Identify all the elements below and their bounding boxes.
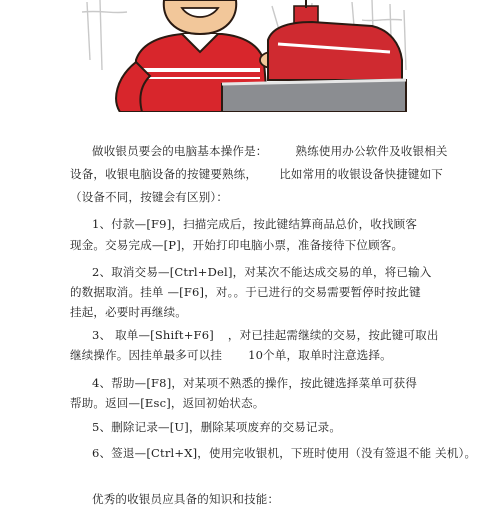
item-1-line-1: 1、付款—[F9]，扫描完成后，按此键结算商品总价，收找顾客	[92, 217, 418, 231]
item-2-line-2: 的数据取消。挂单 —[F6]，对。。于已进行的交易需要暂停时按此键	[70, 285, 421, 299]
item-4-line-2: 帮助。返回—[Esc]，返回初始状态。	[70, 396, 265, 410]
paragraph-intro-line-1: 做收银员要会的电脑基本操作是： 熟练使用办公软件及收银相关	[92, 144, 448, 158]
item-2-line-3: 挂起，必要时再继续。	[70, 305, 187, 319]
item-3-line-1: 3、 取单—[Shift+F6] ，对已挂起需继续的交易，按此键可取出	[92, 328, 439, 342]
item-6-line: 6、签退—[Ctrl+X]，使用完收银机，下班时使用（没有签退不能 关机）。	[92, 446, 477, 460]
item-1-line-2: 现金。交易完成—[P]，开始打印电脑小票，准备接待下位顾客。	[70, 238, 404, 252]
paragraph-intro-line-2: 设备，收银电脑设备的按键要熟练， 比如常用的收银设备快捷键如下	[70, 167, 444, 181]
paragraph-intro-line-3: （设备不同，按键会有区别）：	[70, 190, 229, 204]
item-2-line-1: 2、取消交易—[Ctrl+Del]，对某次不能达成交易的单，将已输入	[92, 265, 432, 279]
cashier-illustration	[72, 0, 416, 112]
section-heading-skills: 优秀的收银员应具备的知识和技能：	[92, 492, 280, 506]
item-3-line-2: 继续操作。因挂单最多可以挂 10个单，取单时注意选择。	[70, 348, 392, 362]
item-5-line: 5、删除记录—[U]，删除某项废弃的交易记录。	[92, 420, 342, 434]
item-4-line-1: 4、帮助—[F8]，对某项不熟悉的操作，按此键选择菜单可获得	[92, 376, 418, 390]
